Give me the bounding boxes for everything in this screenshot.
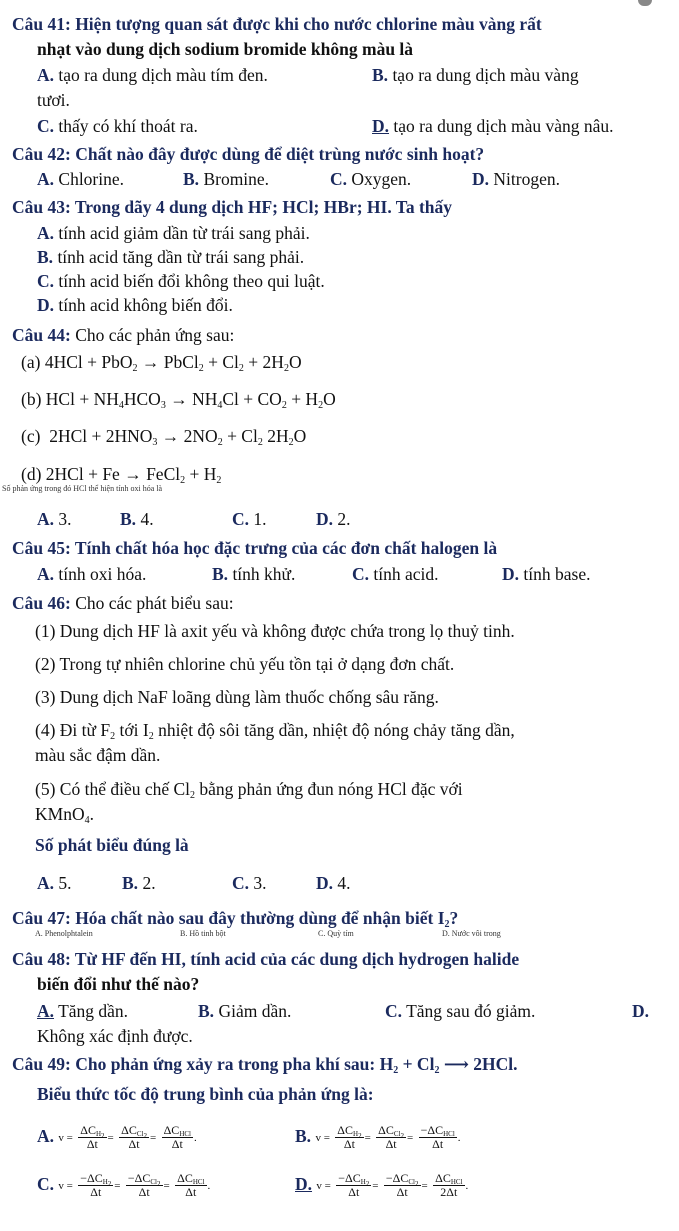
option-label: C.	[352, 564, 370, 584]
option-label: A.	[37, 65, 55, 85]
option-text: tính oxi hóa.	[58, 564, 147, 584]
reaction-tag: (c)	[21, 426, 41, 446]
q41-title-line1: Câu 41: Hiện tượng quan sát được khi cho nước chlorine màu vàng rất	[12, 14, 542, 34]
q47-option-a[interactable]: A. Phenolphtalein	[35, 929, 93, 938]
q46-option-d[interactable]	[316, 872, 351, 894]
q49-title: Câu 49: Cho phản ứng xảy ra trong pha khí sau: $H_2 + Cl_2$ ⟶ 2HCl.	[12, 1054, 518, 1076]
q43-option-a[interactable]	[37, 222, 310, 244]
q44-note: Số phản ứng trong đó HCl thể hiện tính oxi hóa là	[2, 484, 163, 493]
q43-option-d[interactable]	[37, 294, 233, 316]
option-label: A.	[37, 564, 55, 584]
q46-statement-2: (2) Trong tự nhiên chlorine chủ yếu tồn tại ở dạng đơn chất.	[35, 654, 455, 674]
question-label: Câu 46:	[12, 593, 71, 613]
option-text: Tăng dần.	[58, 1001, 129, 1021]
option-text: 2.	[337, 509, 351, 529]
q46-option-a[interactable]	[37, 872, 72, 894]
option-text: Oxygen.	[351, 169, 412, 189]
q48-option-b[interactable]	[198, 1000, 291, 1022]
option-text: tính acid giảm dần từ trái sang phải.	[58, 223, 310, 243]
q45-option-b[interactable]	[212, 563, 295, 585]
option-text: Giảm dần.	[218, 1001, 292, 1021]
option-label: B.	[212, 564, 229, 584]
q49-option-c[interactable]: C. v = $\frac{-\Delta C_{H_2}}{\Delta t}$ = $\frac{-\Delta C_{Cl_2}}{\Delta t}$ = $\frac{\Delta C_{HCl}}{\Delta t}$ .	[37, 1171, 211, 1200]
q41-option-b-cont: tươi.	[37, 90, 70, 110]
option-label: D.	[37, 295, 55, 315]
option-text: Chlorine.	[58, 169, 125, 189]
option-label: C.	[232, 509, 250, 529]
option-label: B.	[198, 1001, 215, 1021]
page-corner-mark	[638, 0, 652, 6]
q45-option-c[interactable]	[352, 563, 439, 585]
q42-option-c[interactable]	[330, 168, 411, 190]
option-text: 4.	[140, 509, 154, 529]
option-label: A.	[37, 223, 55, 243]
statement-part: (4) Đi từ F	[35, 720, 111, 740]
q45-option-d[interactable]	[502, 563, 590, 585]
q49-option-d[interactable]: D. v = $\frac{-\Delta C_{H_2}}{\Delta t}$ = $\frac{-\Delta C_{Cl_2}}{\Delta t}$ = $\frac{\Delta C_{HCl}}{2\Delta t}$ .	[295, 1171, 469, 1200]
option-label: D.	[372, 116, 390, 136]
q44-reaction-b: (b) HCl + $NH_4HCO_3 \to NH_4Cl + CO_2 + H_2O$	[21, 389, 336, 411]
q41-option-b[interactable]	[372, 64, 579, 86]
q46-question: Số phát biểu đúng là	[35, 835, 189, 855]
option-text: tính acid tăng dần từ trái sang phải.	[57, 247, 305, 267]
statement-part: nhiệt độ sôi tăng dần, nhiệt độ nóng chảy tăng dần,	[153, 720, 515, 740]
q46-statement-1: (1) Dung dịch HF là axit yếu và không được chứa trong lọ thuỷ tinh.	[35, 621, 515, 641]
q48-option-d[interactable]	[632, 1000, 649, 1022]
q44-reaction-a: (a) 4HCl + PbO$_2$ → PbCl$_2$ + $Cl_2 + 2H_2O$	[21, 352, 302, 374]
q44-reaction-d: (d) 2HCl + Fe → FeCl$_2$ + $H_2$	[21, 464, 222, 486]
q46-option-b[interactable]	[122, 872, 156, 894]
q49-option-b[interactable]: B. v = $\frac{\Delta C_{H_2}}{\Delta t}$ = $\frac{\Delta C_{Cl_2}}{\Delta t}$ = $\frac{-\Delta C_{HCl}}{\Delta t}$ .	[295, 1123, 461, 1152]
option-text: 2.	[142, 873, 156, 893]
option-label: C.	[232, 873, 250, 893]
option-label: C.	[37, 1174, 55, 1194]
option-text: thấy có khí thoát ra.	[58, 116, 198, 136]
option-label: D.	[472, 169, 490, 189]
q44-option-b[interactable]	[120, 508, 154, 530]
q41-title-line2: nhạt vào dung dịch sodium bromide không màu là	[37, 39, 414, 59]
option-label: D.	[295, 1174, 313, 1194]
option-label: A.	[37, 1001, 55, 1021]
reaction-tag: (d)	[21, 464, 42, 484]
q47-option-d[interactable]: D. Nước vôi trong	[442, 929, 501, 938]
title-part: ?	[449, 908, 459, 928]
option-label: C.	[37, 271, 55, 291]
q47-title: Câu 47: Hóa chất nào sau đây thường dùng để nhận biết $I_2$?	[12, 908, 459, 930]
q47-option-c[interactable]: C. Quỳ tím	[318, 929, 354, 938]
q47-option-b[interactable]: B. Hồ tinh bột	[180, 929, 226, 938]
option-label: B.	[372, 65, 389, 85]
option-text: 5.	[58, 873, 72, 893]
q48-title-line1: Câu 48: Từ HF đến HI, tính acid của các dung dịch hydrogen halide	[12, 949, 520, 969]
q48-option-a[interactable]	[37, 1000, 128, 1022]
option-label: B.	[122, 873, 139, 893]
option-text: tính acid biến đổi không theo qui luật.	[58, 271, 325, 291]
option-label: B.	[37, 247, 54, 267]
reaction-tag: (a)	[21, 352, 41, 372]
option-text: tính base.	[523, 564, 591, 584]
q48-option-c[interactable]	[385, 1000, 535, 1022]
option-text: tạo ra dung dịch màu vàng	[392, 65, 579, 85]
option-label: B.	[183, 169, 200, 189]
question-label: Câu 44:	[12, 325, 71, 345]
q44-option-a[interactable]	[37, 508, 72, 530]
option-label: D.	[316, 873, 334, 893]
q42-title: Câu 42: Chất nào đây được dùng để diệt trùng nước sinh hoạt?	[12, 144, 485, 164]
page-top-edge	[0, 0, 679, 12]
option-text: Tăng sau đó giảm.	[406, 1001, 536, 1021]
option-text: tính khử.	[232, 564, 296, 584]
option-label: A.	[37, 873, 55, 893]
q41-option-d[interactable]	[372, 115, 614, 137]
question-text: Cho các phản ứng sau:	[75, 325, 235, 345]
option-label: D.	[316, 509, 334, 529]
option-label: C.	[385, 1001, 403, 1021]
option-text: 3.	[58, 509, 72, 529]
option-text: Nitrogen.	[493, 169, 560, 189]
q48-title-line2: biến đổi như thế nào?	[37, 974, 200, 994]
q43-title: Câu 43: Trong dãy 4 dung dịch HF; HCl; HBr; HI. Ta thấy	[12, 197, 453, 217]
q46-statement-4-cont: màu sắc đậm dần.	[35, 745, 161, 765]
reaction-tag: (b)	[21, 389, 42, 409]
q45-option-a[interactable]	[37, 563, 146, 585]
option-text: Bromine.	[203, 169, 270, 189]
q46-statement-5-cont: KMnO$_4$.	[35, 804, 94, 826]
option-label: D.	[502, 564, 520, 584]
statement-part: KMnO	[35, 804, 85, 824]
q46-statement-5: (5) Có thể điều chế $Cl_2$ bằng phản ứng đun nóng HCl đặc với	[35, 779, 463, 801]
statement-part: bằng phản ứng đun nóng HCl đặc với	[195, 779, 463, 799]
q44-title	[12, 324, 234, 346]
option-label: B.	[295, 1126, 312, 1146]
q46-option-c[interactable]	[232, 872, 267, 894]
q44-option-c[interactable]	[232, 508, 267, 530]
q46-statement-3: (3) Dung dịch NaF loãng dùng làm thuốc chống sâu răng.	[35, 687, 439, 707]
statement-part: (5) Có thể điều chế Cl	[35, 779, 191, 799]
option-text: 1.	[253, 509, 267, 529]
option-text: tạo ra dung dịch màu tím đen.	[58, 65, 268, 85]
option-label: B.	[120, 509, 137, 529]
q41-option-a[interactable]	[37, 64, 268, 86]
q43-option-c[interactable]	[37, 270, 325, 292]
q42-option-b[interactable]	[183, 168, 269, 190]
q46-statement-4: (4) Đi từ $F_2$ tới $I_2$ nhiệt độ sôi tăng dần, nhiệt độ nóng chảy tăng dần,	[35, 720, 515, 742]
option-label: A.	[37, 169, 55, 189]
q49-option-a[interactable]: A. v = $\frac{\Delta C_{H_2}}{\Delta t}$ = $\frac{\Delta C_{Cl_2}}{\Delta t}$ = $\frac{\Delta C_{HCl}}{\Delta t}$ .	[37, 1123, 197, 1152]
option-label: A.	[37, 509, 55, 529]
option-text: tính acid không biến đổi.	[58, 295, 233, 315]
q46-title	[12, 592, 234, 614]
q49-question: Biểu thức tốc độ trung bình của phản ứng là:	[37, 1084, 374, 1104]
option-text: 4.	[337, 873, 351, 893]
option-label: C.	[330, 169, 348, 189]
q43-option-b[interactable]	[37, 246, 304, 268]
q44-reaction-c: (c) $2HCl + 2HNO_3 \to 2NO_2 + Cl_2$ $2H_2O$	[21, 426, 307, 448]
statement-part: tới I	[115, 720, 149, 740]
option-label: D.	[632, 1001, 650, 1021]
option-text: tính acid.	[373, 564, 439, 584]
option-text: tạo ra dung dịch màu vàng nâu.	[393, 116, 614, 136]
option-label: A.	[37, 1126, 55, 1146]
title-part: Câu 47: Hóa chất nào sau đây thường dùng để nhận biết I	[12, 908, 445, 928]
title-part: Câu 49: Cho phản ứng xảy ra trong pha khí sau:	[12, 1054, 376, 1074]
q44-option-d[interactable]	[316, 508, 351, 530]
option-label: C.	[37, 116, 55, 136]
question-text: Cho các phát biểu sau:	[75, 593, 234, 613]
q41-option-c[interactable]	[37, 115, 198, 137]
q42-option-d[interactable]	[472, 168, 560, 190]
q42-option-a[interactable]	[37, 168, 124, 190]
option-text: 3.	[253, 873, 267, 893]
q48-option-d-text: Không xác định được.	[37, 1026, 193, 1046]
q45-title: Câu 45: Tính chất hóa học đặc trưng của các đơn chất halogen là	[12, 538, 498, 558]
